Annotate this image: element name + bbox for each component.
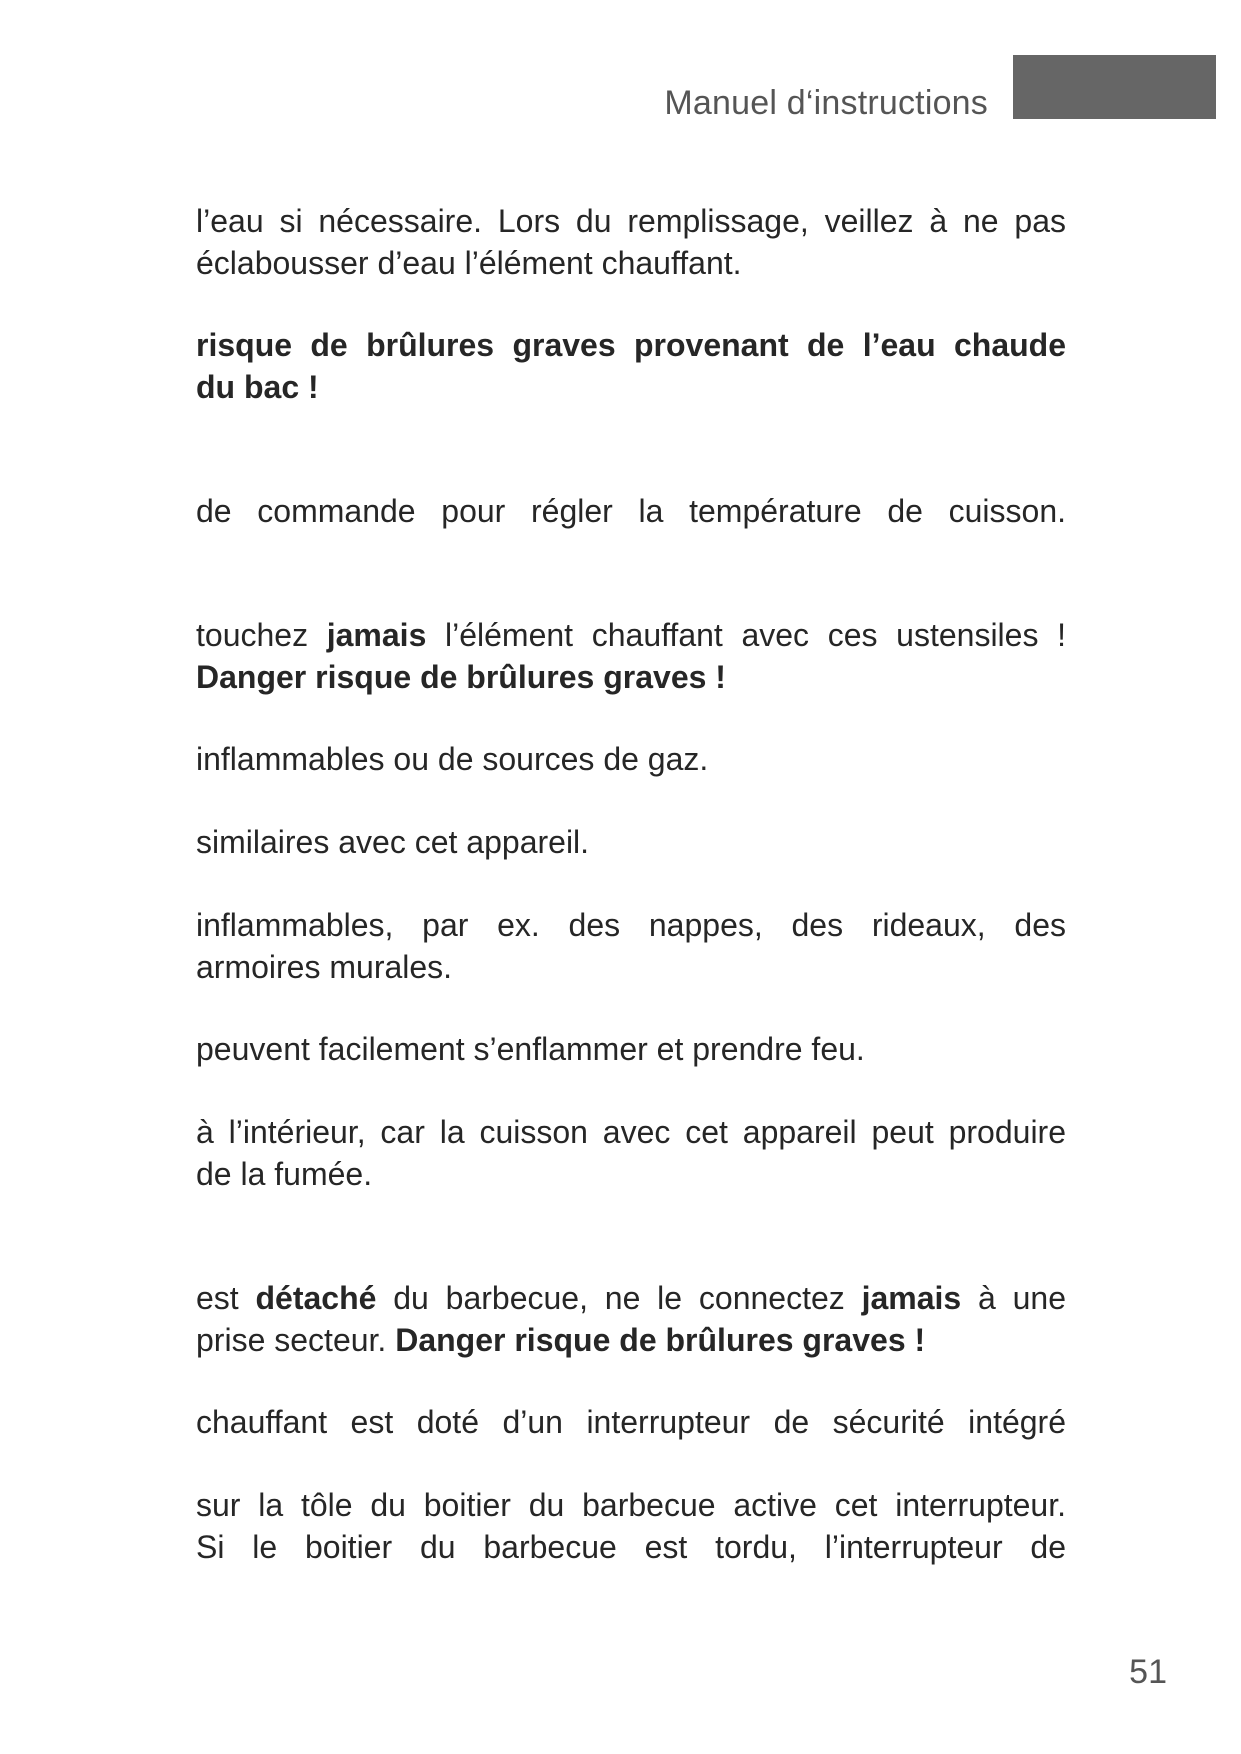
paragraph-switch-activation: [196, 1484, 1066, 1568]
text-line: éclabousser d’eau l’élément chauffant.: [196, 245, 742, 281]
paragraph-safety-switch: [196, 1401, 1066, 1443]
text-line: du bac !: [196, 369, 319, 405]
danger-text: Danger risque de brûlures graves !: [395, 1322, 926, 1358]
text-line: risque de brûlures graves provenant de l’eau chaude: [196, 327, 1066, 363]
text-span: à une: [961, 1280, 1067, 1316]
paragraph-utensils-warning: [196, 614, 1066, 698]
text-line: sur la tôle du boitier du barbecue active cet interrupteur.: [196, 1487, 1066, 1523]
text-span: est: [196, 1280, 256, 1316]
paragraph-catch-fire: [196, 1028, 1066, 1070]
text-span: l’élément chauffant avec ces ustensiles !: [426, 617, 1067, 653]
paragraph-water-fill: [196, 200, 1066, 284]
page-number: 51: [1129, 1653, 1167, 1691]
text-line: de commande pour régler la température de cuisson.: [196, 493, 1066, 529]
text-line: à l’intérieur, car la cuisson avec cet appareil peut produire: [196, 1114, 1066, 1150]
text-span: touchez: [196, 617, 327, 653]
emphasis-text: jamais: [326, 617, 427, 653]
emphasis-text: jamais: [861, 1280, 962, 1316]
text-span: du barbecue, ne le connectez: [376, 1280, 862, 1316]
text-line: inflammables ou de sources de gaz.: [196, 741, 709, 777]
text-line: [196, 1277, 1066, 1319]
text-line: [196, 1319, 1066, 1361]
text-line: chauffant est doté d’un interrupteur de sécurité intégré: [196, 1404, 1066, 1440]
text-line: [196, 614, 1066, 656]
emphasis-text: détaché: [255, 1280, 377, 1316]
text-line: armoires murales.: [196, 949, 453, 985]
paragraph-indoor-smoke: [196, 1111, 1066, 1195]
text-line: peuvent facilement s’enflammer et prendre feu.: [196, 1031, 865, 1067]
paragraph-burn-warning: [196, 324, 1066, 408]
page-header-title: Manuel d‘instructions: [664, 84, 988, 122]
text-line: similaires avec cet appareil.: [196, 824, 590, 860]
text-span: prise secteur.: [196, 1322, 396, 1358]
paragraph-gas-sources: [196, 738, 1066, 780]
paragraph-detached-element: [196, 1277, 1066, 1361]
paragraph-temperature-control: [196, 490, 1066, 532]
text-line: inflammables, par ex. des nappes, des rideaux, des: [196, 907, 1066, 943]
text-line: l’eau si nécessaire. Lors du remplissage, veillez à ne pas: [196, 203, 1066, 239]
paragraph-similar: [196, 821, 1066, 863]
text-line: de la fumée.: [196, 1156, 373, 1192]
header-grey-bar: [1013, 55, 1216, 119]
text-line: Si le boitier du barbecue est tordu, l’interrupteur de: [196, 1529, 1066, 1565]
paragraph-flammables: [196, 904, 1066, 988]
danger-text: Danger risque de brûlures graves !: [196, 659, 726, 695]
